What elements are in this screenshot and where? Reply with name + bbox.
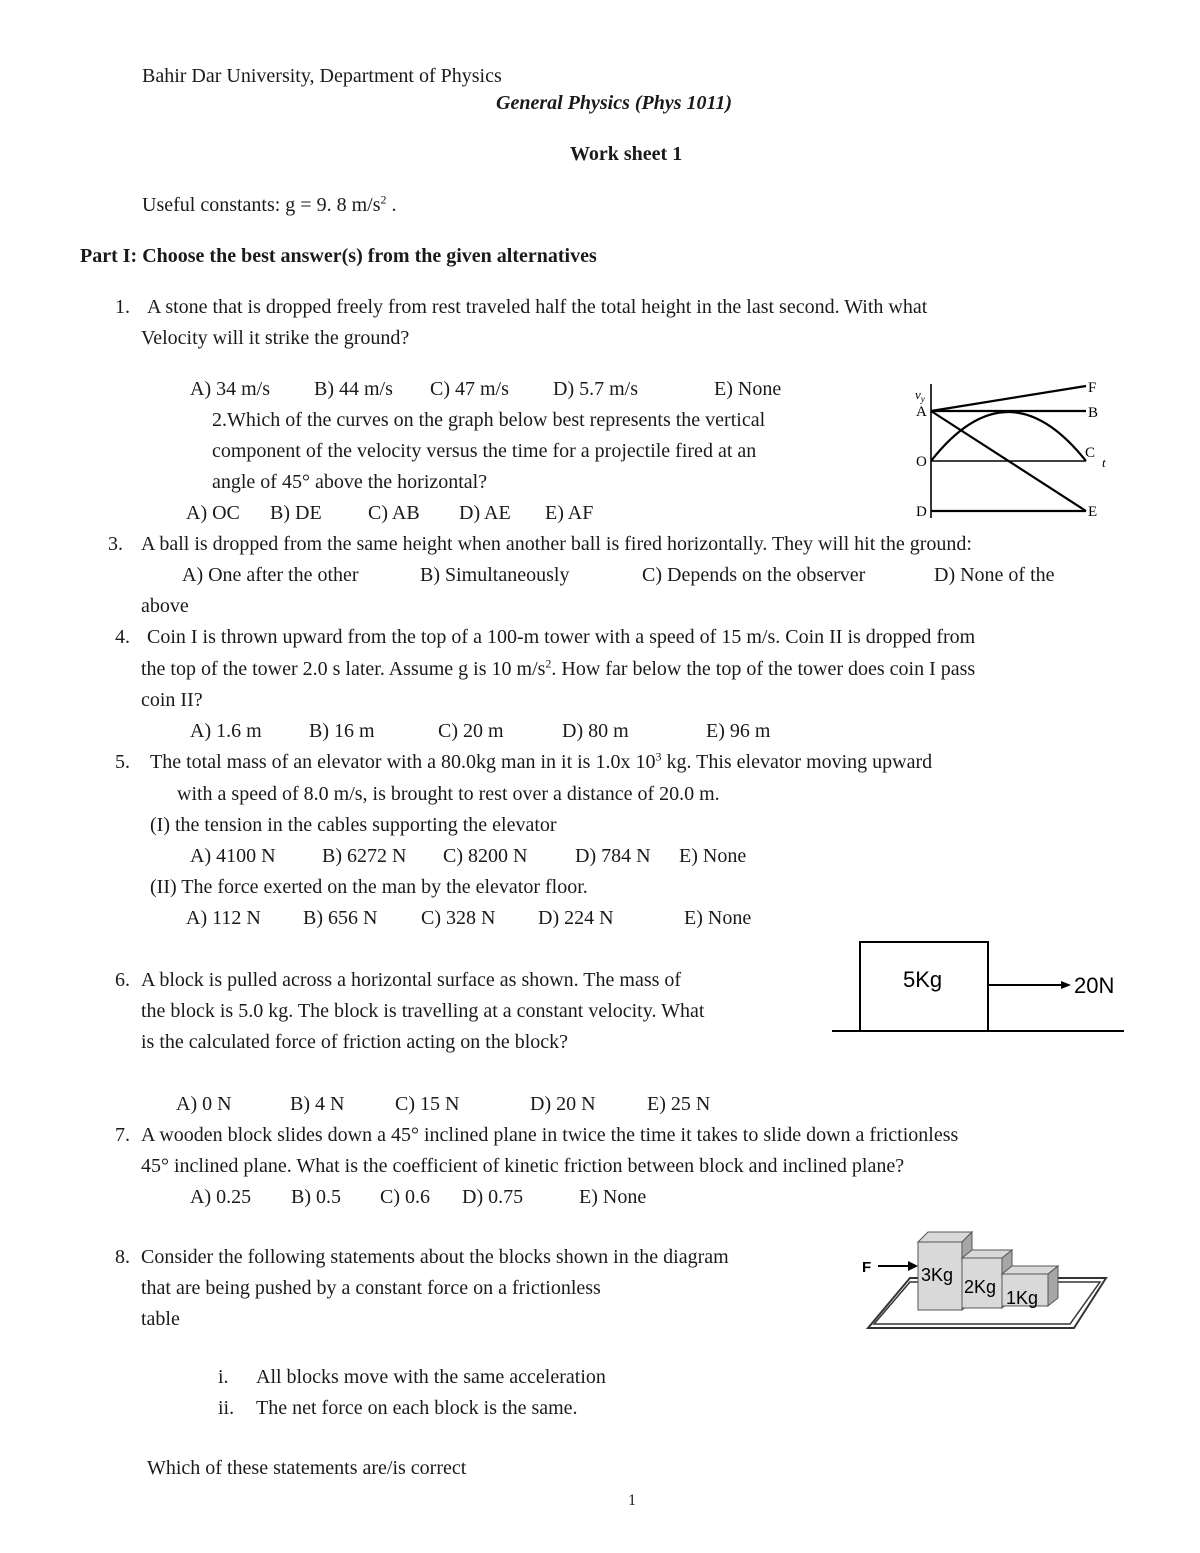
q6-option: C) 15 N xyxy=(395,1093,460,1115)
q4-option: B) 16 m xyxy=(309,720,375,742)
q1-option: A) 34 m/s xyxy=(190,378,270,400)
q6-text-line1: A block is pulled across a horizontal surface as shown. The mass of xyxy=(141,969,682,991)
q3-option: A) One after the other xyxy=(182,564,359,586)
graph-label-e: E xyxy=(1088,504,1098,520)
q1-text-line2: Velocity will it strike the ground? xyxy=(141,327,410,349)
q5-part1-option: B) 6272 N xyxy=(322,845,407,867)
q8-statement-text: The net force on each block is the same. xyxy=(256,1397,578,1419)
q1-option: C) 47 m/s xyxy=(430,378,509,400)
q6-text-line3: is the calculated force of friction acting on the block? xyxy=(141,1031,569,1053)
q4-option: E) 96 m xyxy=(706,720,771,742)
push-force-label: F xyxy=(862,1259,872,1276)
q3-text-line3: above xyxy=(141,595,189,617)
q5-text-line1: The total mass of an elevator with a 80.0kg man in it is 1.0x $10^3$ kg. This elevator moving upward xyxy=(150,749,933,773)
graph-label-f: F xyxy=(1088,380,1097,396)
q2-option: A) OC xyxy=(186,502,240,524)
three-blocks-figure xyxy=(860,1226,1110,1332)
curve-af xyxy=(931,386,1086,411)
block-3kg-label: 3Kg xyxy=(921,1265,954,1285)
q1-option: D) 5.7 m/s xyxy=(553,378,638,400)
q8-question: Which of these statements are/is correct xyxy=(147,1457,467,1479)
q4-number: 4. xyxy=(115,626,130,648)
graph-label-d: D xyxy=(916,504,927,520)
q2-option: C) AB xyxy=(368,502,420,524)
worksheet-title: Work sheet 1 xyxy=(570,143,683,165)
graph-t-label: t xyxy=(1102,455,1106,470)
page-number: 1 xyxy=(628,1492,636,1509)
course-title: General Physics (Phys 1011) xyxy=(496,92,733,114)
graph-label-o: O xyxy=(916,454,927,470)
q6-option: D) 20 N xyxy=(530,1093,596,1115)
q4-text-line3: coin II? xyxy=(141,689,203,711)
q5-part1-option: D) 784 N xyxy=(575,845,651,867)
q4-option: C) 20 m xyxy=(438,720,504,742)
q5-part2-option: C) 328 N xyxy=(421,907,496,929)
q8-statement-text: All blocks move with the same acceleration xyxy=(256,1366,606,1388)
q5-part1-option: A) 4100 N xyxy=(190,845,276,867)
q5-part2-option: D) 224 N xyxy=(538,907,614,929)
q6-option: A) 0 N xyxy=(176,1093,232,1115)
q8-statement-number: ii. xyxy=(218,1397,235,1419)
q3-number: 3. xyxy=(108,533,123,555)
q2-option: E) AF xyxy=(545,502,594,524)
useful-constants: Useful constants: g = 9. 8 $m/s^2$ . xyxy=(142,192,397,216)
q5-part2-option: E) None xyxy=(684,907,752,929)
q6-number: 6. xyxy=(115,969,130,991)
q4-option: A) 1.6 m xyxy=(190,720,262,742)
q3-option: C) Depends on the observer xyxy=(642,564,866,586)
q2-option: B) DE xyxy=(270,502,322,524)
q7-option: E) None xyxy=(579,1186,647,1208)
q7-number: 7. xyxy=(115,1124,130,1146)
q1-option: B) 44 m/s xyxy=(314,378,393,400)
q7-option: B) 0.5 xyxy=(291,1186,341,1208)
q5-part1-option: E) None xyxy=(679,845,747,867)
curve-oc xyxy=(931,412,1086,461)
q7-text-line2: 45° inclined plane. What is the coefficient of kinetic friction between block and inclined plane? xyxy=(141,1155,905,1177)
q3-option: B) Simultaneously xyxy=(420,564,570,586)
velocity-time-graph xyxy=(908,378,1118,526)
q8-number: 8. xyxy=(115,1246,130,1268)
q5-part1: (I) the tension in the cables supporting the elevator xyxy=(150,814,557,836)
q7-text-line1: A wooden block slides down a 45° inclined plane in twice the time it takes to slide down a frictionless xyxy=(141,1124,959,1146)
part1-heading: Part I: Choose the best answer(s) from the given alternatives xyxy=(80,245,597,267)
q5-part1-option: C) 8200 N xyxy=(443,845,528,867)
q8-text-line3: table xyxy=(141,1308,180,1330)
q7-option: A) 0.25 xyxy=(190,1186,252,1208)
block-2kg-label: 2Kg xyxy=(964,1277,997,1297)
q3-text-line1: A ball is dropped from the same height when another ball is fired horizontally. They will hit the ground: xyxy=(141,533,972,555)
q3-option: D) None of the xyxy=(934,564,1055,586)
pull-force-label: 20N xyxy=(1074,973,1115,998)
graph-vy-label: $v_y$ xyxy=(915,387,925,404)
q6-option: E) 25 N xyxy=(647,1093,711,1115)
q5-number: 5. xyxy=(115,751,130,773)
q7-option: D) 0.75 xyxy=(462,1186,524,1208)
block-1kg-label: 1Kg xyxy=(1006,1288,1039,1308)
q2-text-line1: 2.Which of the curves on the graph below best represents the vertical xyxy=(212,409,766,431)
block-pull-figure xyxy=(828,938,1128,1038)
q5-part2: (II) The force exerted on the man by the elevator floor. xyxy=(150,876,588,898)
university-heading: Bahir Dar University, Department of Physics xyxy=(142,65,502,87)
graph-label-c: C xyxy=(1085,445,1096,461)
q8-text-line2: that are being pushed by a constant force on a frictionless xyxy=(141,1277,601,1299)
q4-option: D) 80 m xyxy=(562,720,629,742)
q7-option: C) 0.6 xyxy=(380,1186,430,1208)
q6-option: B) 4 N xyxy=(290,1093,345,1115)
q5-part2-option: B) 656 N xyxy=(303,907,378,929)
q1-option: E) None xyxy=(714,378,782,400)
arrow-head-icon xyxy=(908,1261,918,1271)
q2-text-line2: component of the velocity versus the time for a projectile fired at an xyxy=(212,440,757,462)
q8-statement-number: i. xyxy=(218,1366,229,1388)
block-mass-label: 5Kg xyxy=(903,967,943,992)
graph-label-b: B xyxy=(1088,405,1099,421)
q4-text-line2: the top of the tower 2.0 s later. Assume g is 10 $m/s^2$. How far below the top of the tower does coin I pass xyxy=(141,656,976,680)
graph-label-a: A xyxy=(916,404,927,420)
q1-number: 1. xyxy=(115,296,130,318)
q5-text-line2: with a speed of 8.0 m/s, is brought to rest over a distance of 20.0 m. xyxy=(177,783,720,805)
q2-option: D) AE xyxy=(459,502,511,524)
q1-text-line1: A stone that is dropped freely from rest traveled half the total height in the last second. With what xyxy=(147,296,928,318)
q8-text-line1: Consider the following statements about the blocks shown in the diagram xyxy=(141,1246,729,1268)
q5-part2-option: A) 112 N xyxy=(186,907,261,929)
q2-text-line3: angle of 45° above the horizontal? xyxy=(212,471,488,493)
arrow-head-icon xyxy=(1061,981,1071,989)
q4-text-line1: Coin I is thrown upward from the top of a 100-m tower with a speed of 15 m/s. Coin II is dropped from xyxy=(147,626,976,648)
q6-text-line2: the block is 5.0 kg. The block is travelling at a constant velocity. What xyxy=(141,1000,705,1022)
